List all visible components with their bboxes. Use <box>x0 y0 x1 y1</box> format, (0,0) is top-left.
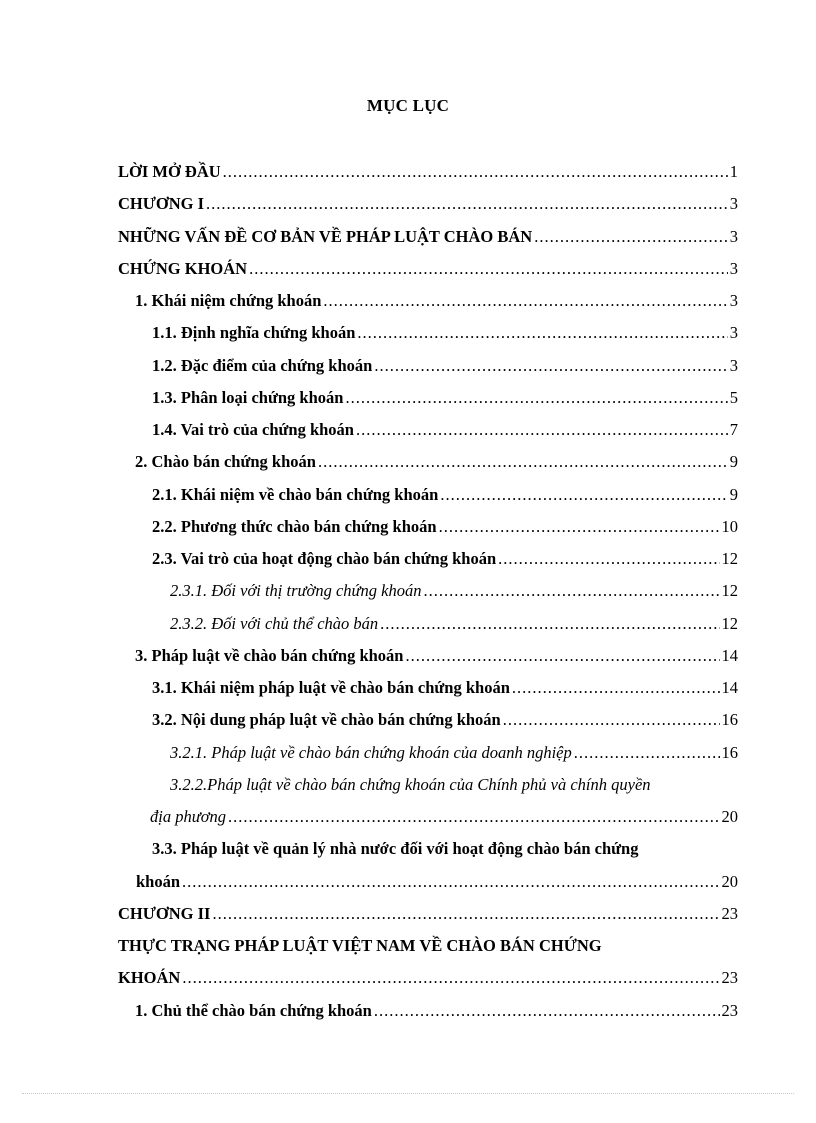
toc-entry-text: 1.4. Vai trò của chứng khoán <box>152 420 354 439</box>
toc-entry-chuong-2[interactable] <box>118 898 738 930</box>
toc-leader-dots <box>182 962 719 994</box>
toc-page-number: 3 <box>729 291 738 310</box>
toc-leader-dots <box>223 156 728 188</box>
toc-page-number: 12 <box>721 549 738 568</box>
toc-page-number: 16 <box>721 742 738 762</box>
toc-entry-text: THỰC TRẠNG PHÁP LUẬT VIỆT NAM VỀ CHÀO BÁN CHỨNG <box>118 936 602 955</box>
toc-leader-dots <box>318 446 728 478</box>
toc-leader-dots <box>249 253 728 285</box>
toc-entry-text: 2.1. Khái niệm về chào bán chứng khoán <box>152 484 439 504</box>
toc-entry-3-1[interactable] <box>118 672 738 704</box>
toc-entry-text: CHƯƠNG I <box>118 194 205 214</box>
toc-entry-text: 3.1. Khái niệm pháp luật về chào bán chứng khoán <box>152 678 510 697</box>
toc-entry-text: 1.1. Định nghĩa chứng khoán <box>152 323 356 343</box>
table-of-contents <box>118 156 738 1027</box>
toc-page-number: 3 <box>729 355 738 375</box>
toc-entry-text: 2.3.1. Đối với thị trường chứng khoán <box>170 581 422 601</box>
toc-page-number: 9 <box>729 484 738 504</box>
toc-leader-dots <box>356 414 728 446</box>
toc-entry-2-1[interactable] <box>118 479 738 511</box>
toc-page-number: 3 <box>729 323 738 343</box>
toc-leader-dots <box>182 866 719 898</box>
toc-leader-dots <box>498 543 719 575</box>
toc-page-number: 14 <box>721 645 738 665</box>
toc-entry-text: 3.3. Pháp luật về quản lý nhà nước đối với hoạt động chào bán chứng <box>152 839 639 859</box>
toc-leader-dots <box>374 995 720 1027</box>
toc-page-number: 20 <box>721 807 738 826</box>
toc-page-number: 23 <box>721 968 738 988</box>
toc-entry-loi-mo-dau[interactable] <box>118 156 738 188</box>
toc-entry-text: 2. Chào bán chứng khoán <box>135 452 316 472</box>
toc-entry-chapter-2-title[interactable] <box>118 930 738 962</box>
toc-entry-text: 1. Chủ thể chào bán chứng khoán <box>135 1000 372 1020</box>
toc-leader-dots <box>503 704 720 736</box>
toc-entry-text: 3.2.2.Pháp luật về chào bán chứng khoán của Chính phủ và chính quyền <box>170 774 651 794</box>
toc-leader-dots <box>374 350 727 382</box>
toc-entry-2-3-1[interactable] <box>118 575 738 607</box>
toc-page-number: 5 <box>729 387 738 407</box>
toc-entry-text: NHỮNG VẤN ĐỀ CƠ BẢN VỀ PHÁP LUẬT CHÀO BÁN <box>118 226 533 246</box>
toc-page-number: 12 <box>721 581 738 601</box>
toc-page-number: 23 <box>721 903 738 923</box>
toc-page-number: 9 <box>729 452 738 472</box>
toc-entry-text: 2.2. Phương thức chào bán chứng khoán <box>152 516 437 536</box>
toc-entry-text: LỜI MỞ ĐẦU <box>118 162 221 181</box>
toc-entry-chapter-2-title-cont[interactable] <box>118 962 738 994</box>
toc-entry-text: 2.3. Vai trò của hoạt động chào bán chứng khoán <box>152 549 497 568</box>
toc-entry-1-1[interactable] <box>118 317 738 349</box>
toc-entry-text: 3.2. Nội dung pháp luật về chào bán chứng khoán <box>152 710 501 730</box>
toc-entry-2-3-2[interactable] <box>118 608 738 640</box>
toc-leader-dots <box>228 801 719 833</box>
toc-entry-chuong-1[interactable] <box>118 188 738 220</box>
toc-entry-3-2-2-cont[interactable] <box>118 801 738 833</box>
toc-leader-dots <box>357 317 727 349</box>
toc-page-number: 7 <box>729 420 738 439</box>
toc-leader-dots <box>323 285 727 317</box>
toc-page-number: 3 <box>729 194 738 214</box>
toc-entry-text: CHƯƠNG II <box>118 903 211 923</box>
toc-entry-text: 3.2.1. Pháp luật về chào bán chứng khoán của doanh nghiệp <box>170 742 572 762</box>
toc-leader-dots <box>206 188 728 220</box>
toc-leader-dots <box>534 221 728 253</box>
toc-entry-1-4[interactable] <box>118 414 738 446</box>
toc-entry-3-2[interactable] <box>118 704 738 736</box>
toc-entry-text: khoán <box>136 871 181 891</box>
toc-entry-3[interactable] <box>118 640 738 672</box>
toc-entry-text: 2.3.2. Đối với chủ thể chào bán <box>170 613 379 633</box>
toc-entry-3-3[interactable] <box>118 833 738 865</box>
toc-page-number: 12 <box>721 613 738 633</box>
toc-leader-dots <box>212 898 719 930</box>
toc-entry-text: 1.2. Đặc điểm của chứng khoán <box>152 355 373 375</box>
toc-leader-dots <box>574 737 720 769</box>
toc-entry-1[interactable] <box>118 285 738 317</box>
toc-entry-chapter-1-title-cont[interactable] <box>118 253 738 285</box>
toc-page-number: 14 <box>721 678 738 697</box>
toc-entry-text: địa phương <box>150 807 227 826</box>
toc-leader-dots <box>440 479 727 511</box>
page-title: MỤC LỤC <box>366 96 450 115</box>
toc-page-number: 3 <box>729 258 738 278</box>
toc-page-number: 20 <box>721 871 738 891</box>
toc-leader-dots <box>439 511 720 543</box>
toc-page-number: 1 <box>729 162 738 181</box>
toc-entry-1-3[interactable] <box>118 382 738 414</box>
toc-entry-3-3-cont[interactable] <box>118 866 738 898</box>
toc-page-number: 16 <box>721 710 738 730</box>
toc-leader-dots <box>423 575 719 607</box>
toc-entry-ch2-1[interactable] <box>118 995 738 1027</box>
toc-entry-text: CHỨNG KHOÁN <box>118 258 248 278</box>
toc-leader-dots <box>512 672 720 704</box>
toc-entry-2[interactable] <box>118 446 738 478</box>
toc-entry-2-3[interactable] <box>118 543 738 575</box>
toc-leader-dots <box>405 640 719 672</box>
toc-entry-text: KHOÁN <box>118 968 181 988</box>
toc-entry-3-2-2[interactable] <box>118 769 738 801</box>
toc-entry-2-2[interactable] <box>118 511 738 543</box>
toc-entry-3-2-1[interactable] <box>118 737 738 769</box>
toc-entry-1-2[interactable] <box>118 350 738 382</box>
toc-entry-chapter-1-title[interactable] <box>118 221 738 253</box>
toc-entry-text: 1.3. Phân loại chứng khoán <box>152 387 344 407</box>
toc-leader-dots <box>345 382 727 414</box>
toc-page-number: 23 <box>721 1000 738 1020</box>
toc-entry-text: 3. Pháp luật về chào bán chứng khoán <box>135 645 404 665</box>
toc-page-number: 10 <box>721 516 738 536</box>
toc-entry-text: 1. Khái niệm chứng khoán <box>135 291 322 310</box>
toc-leader-dots <box>380 608 719 640</box>
page-bottom-divider <box>22 1093 794 1094</box>
toc-page-number: 3 <box>729 226 738 246</box>
